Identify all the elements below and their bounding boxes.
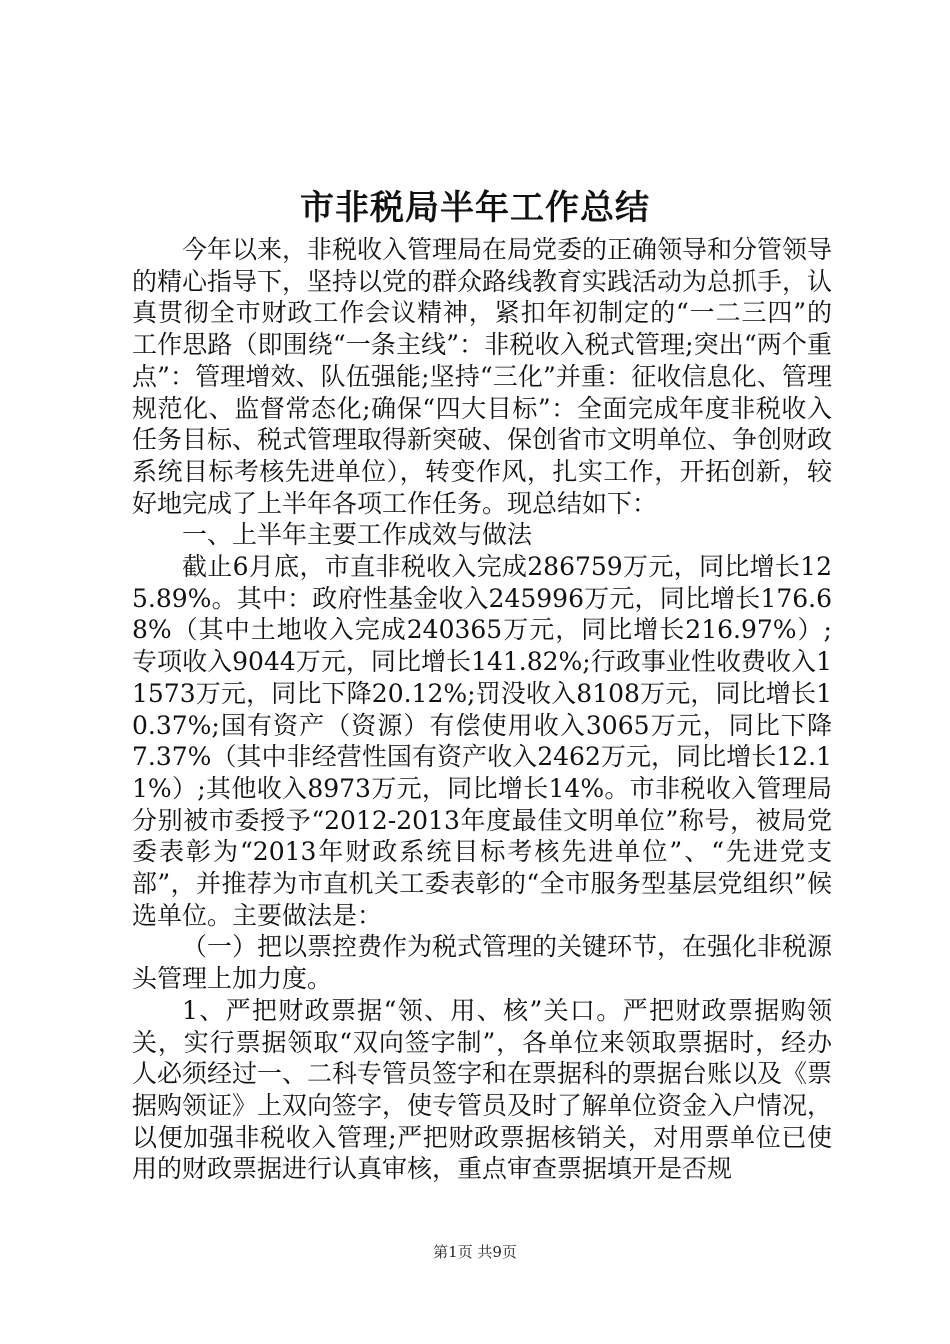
document-body bbox=[132, 234, 832, 1185]
page-number-footer: 第1页 共9页 bbox=[433, 1243, 517, 1261]
intro-paragraph: 今年以来，非税收入管理局在局党委的正确领导和分管领导的精心指导下，坚持以党的群众路线教育实践活动为总抓手，认真贯彻全市财政工作会议精神，紧扣年初制定的“一二三四”的工作思路（即围绕“一条主线”：非税收入税式管理;突出“两个重点”：管理增效、队伍强能;坚持“三化”并重：征收信息化、管理规范化、监督常态化;确保“四大目标”：全面完成年度非税收入任务目标、税式管理取得新突破、保创省市文明单位、争创财政系统目标考核先进单位），转变作风，扎实工作，开拓创新，较好地完成了上半年各项工作任务。现总结如下： bbox=[132, 235, 833, 518]
subsection-heading: （一）把以票控费作为税式管理的关键环节，在强化非税源头管理上加力度。 bbox=[132, 932, 833, 994]
item-paragraph: 1、严把财政票据“领、用、核”关口。严把财政票据购领关，实行票据领取“双向签字制”，各单位来领取票据时，经办人必须经过一、二科专管员签字和在票据科的票据台账以及《票据购领证》上双向签字，使专管员及时了解单位资金入户情况，以便加强非税收入管理;严把财政票据核销关，对用票单位已使用的财政票据进行认真审核，重点审查票据填开是否规 bbox=[132, 995, 833, 1184]
document-title: 市非税局半年工作总结 bbox=[300, 188, 650, 228]
results-paragraph: 截止6月底，市直非税收入完成286759万元，同比增长125.89%。其中：政府性基金收入245996万元，同比增长176.68%（其中土地收入完成240365万元，同比增长216.97%）;专项收入9044万元，同比增长141.82%;行政事业性收费收入11573万元，同比下降20.12%;罚没收入8108万元，同比增长10.37%;国有资产（资源）有偿使用收入3065万元，同比下降7.37%（其中非经营性国有资产收入2462万元，同比增长12.11%）;其他收入8973万元，同比增长14%。市非税收入管理局分别被市委授予“2012-2013年度最佳文明单位”称号，被局党委表彰为“2013年财政系统目标考核先进单位”、“先进党支部”，并推荐为市直机关工委表彰的“全市服务型基层党组织”候选单位。主要做法是： bbox=[132, 552, 832, 930]
section-heading: 一、上半年主要工作成效与做法 bbox=[182, 520, 533, 550]
